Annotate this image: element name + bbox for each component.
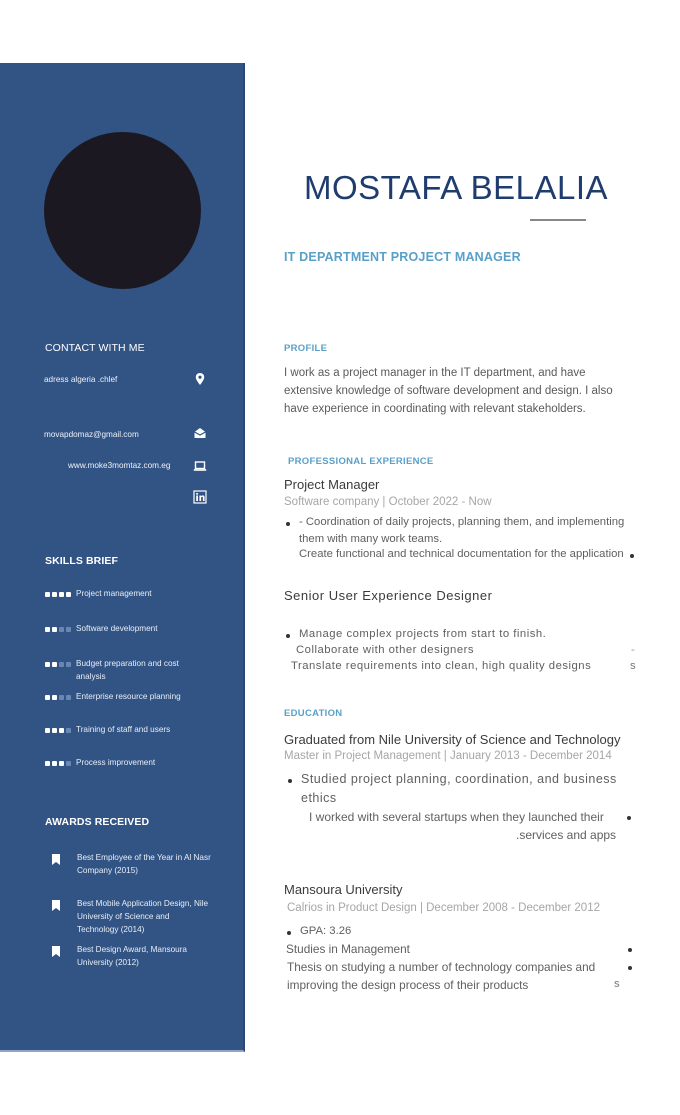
- school-line: I worked with several startups when they launched their: [309, 810, 604, 824]
- skill-level-dots: [45, 625, 76, 632]
- job-meta: Software company | October 2022 - Now: [284, 496, 492, 508]
- awards-heading: AWARDS RECEIVED: [45, 816, 150, 828]
- job-role: Project Manager: [284, 477, 380, 492]
- skills-heading: SKILLS BRIEF: [45, 555, 118, 567]
- skill-label: Budget preparation and cost analysis: [76, 659, 179, 681]
- skill-item: [45, 625, 225, 635]
- school-line: GPA: 3.26: [300, 925, 352, 937]
- job-line: Collaborate with other designers: [296, 644, 475, 656]
- bullet: [287, 931, 291, 935]
- bullet: [627, 816, 631, 820]
- school-line: Thesis on studying a number of technology companies and: [287, 960, 596, 974]
- award-label: Best Design Award, Mansoura University (2012): [77, 945, 187, 967]
- bullet: [628, 948, 632, 952]
- bullet: [286, 522, 290, 526]
- linkedin-icon[interactable]: [193, 490, 207, 504]
- school-name: Graduated from Nile University of Science and Technology: [284, 732, 621, 747]
- education-heading: EDUCATION: [284, 708, 343, 719]
- award-label: Best Mobile Application Design, Nile University of Science and Technology (2014): [77, 899, 209, 934]
- school-meta: Master in Project Management | January 2013 - December 2014: [284, 750, 612, 762]
- contact-email[interactable]: movapdomaz@gmail.com: [44, 430, 139, 439]
- avatar: [44, 132, 201, 289]
- contact-address: adress algeria .chlef: [44, 375, 118, 384]
- skill-level-dots: [45, 660, 76, 667]
- skill-label: Process improvement: [76, 758, 156, 767]
- job-title: IT DEPARTMENT PROJECT MANAGER: [284, 250, 521, 264]
- skill-label: Training of staff and users: [76, 725, 171, 734]
- envelope-icon: [193, 426, 207, 440]
- skill-label: Project management: [76, 589, 152, 598]
- trailing-mark: s: [630, 660, 636, 672]
- trailing-mark: s: [614, 978, 620, 990]
- skill-level-dots: [45, 590, 76, 597]
- skill-item: [45, 726, 225, 736]
- job-line: Manage complex projects from start to finish.: [299, 628, 547, 640]
- profile-text: I work as a project manager in the IT department, and have extensive knowledge of software development and design. I also have experience in coordinating with relevant stakeholders.: [284, 367, 613, 415]
- award-label: Best Employee of the Year in Al Nasr Company (2015): [77, 853, 211, 875]
- sidebar: [0, 63, 245, 1052]
- school-line: Studies in Management: [286, 942, 410, 956]
- contact-website[interactable]: www.moke3momtaz.com.eg: [68, 461, 171, 470]
- resume-name: MOSTAFA BELALIA: [304, 169, 609, 206]
- trailing-mark: -: [631, 644, 635, 656]
- job-line: Translate requirements into clean, high quality designs: [291, 660, 592, 672]
- skill-label: Enterprise resource planning: [76, 692, 181, 701]
- bullet: [288, 779, 292, 783]
- skill-item: [45, 759, 225, 769]
- bookmark-icon: [52, 854, 60, 865]
- skill-level-dots: [45, 726, 76, 733]
- name-divider: [530, 219, 586, 221]
- school-line: Studied project planning, coordination, and business: [301, 772, 617, 786]
- bullet: [628, 966, 632, 970]
- job-role: Senior User Experience Designer: [284, 588, 493, 603]
- award-item: [52, 853, 212, 877]
- skill-item: [45, 590, 225, 600]
- job-line: them with many work teams.: [299, 533, 443, 545]
- school-line: ethics: [301, 791, 337, 805]
- experience-heading: PROFESSIONAL EXPERIENCE: [288, 456, 434, 467]
- bullet: [630, 554, 634, 558]
- school-line: improving the design process of their products: [287, 978, 529, 992]
- bookmark-icon: [52, 946, 60, 957]
- contact-heading: CONTACT WITH ME: [45, 342, 145, 354]
- bookmark-icon: [52, 900, 60, 911]
- award-item: [52, 899, 212, 936]
- school-line: .services and apps: [516, 828, 617, 842]
- school-name: Mansoura University: [284, 882, 403, 897]
- skill-label: Software development: [76, 624, 158, 633]
- profile-heading: PROFILE: [284, 343, 328, 354]
- location-pin-icon: [193, 372, 207, 386]
- skill-item: [45, 693, 225, 703]
- school-meta: Calrios in Product Design | December 2008 - December 2012: [287, 902, 600, 914]
- laptop-icon: [193, 459, 207, 473]
- bullet: [286, 634, 290, 638]
- award-item: [52, 945, 212, 969]
- skill-level-dots: [45, 759, 76, 766]
- job-line: - Coordination of daily projects, planning them, and implementing: [299, 516, 625, 528]
- skill-level-dots: [45, 693, 76, 700]
- skill-item: [45, 660, 225, 683]
- job-line: Create functional and technical documentation for the application: [299, 548, 624, 560]
